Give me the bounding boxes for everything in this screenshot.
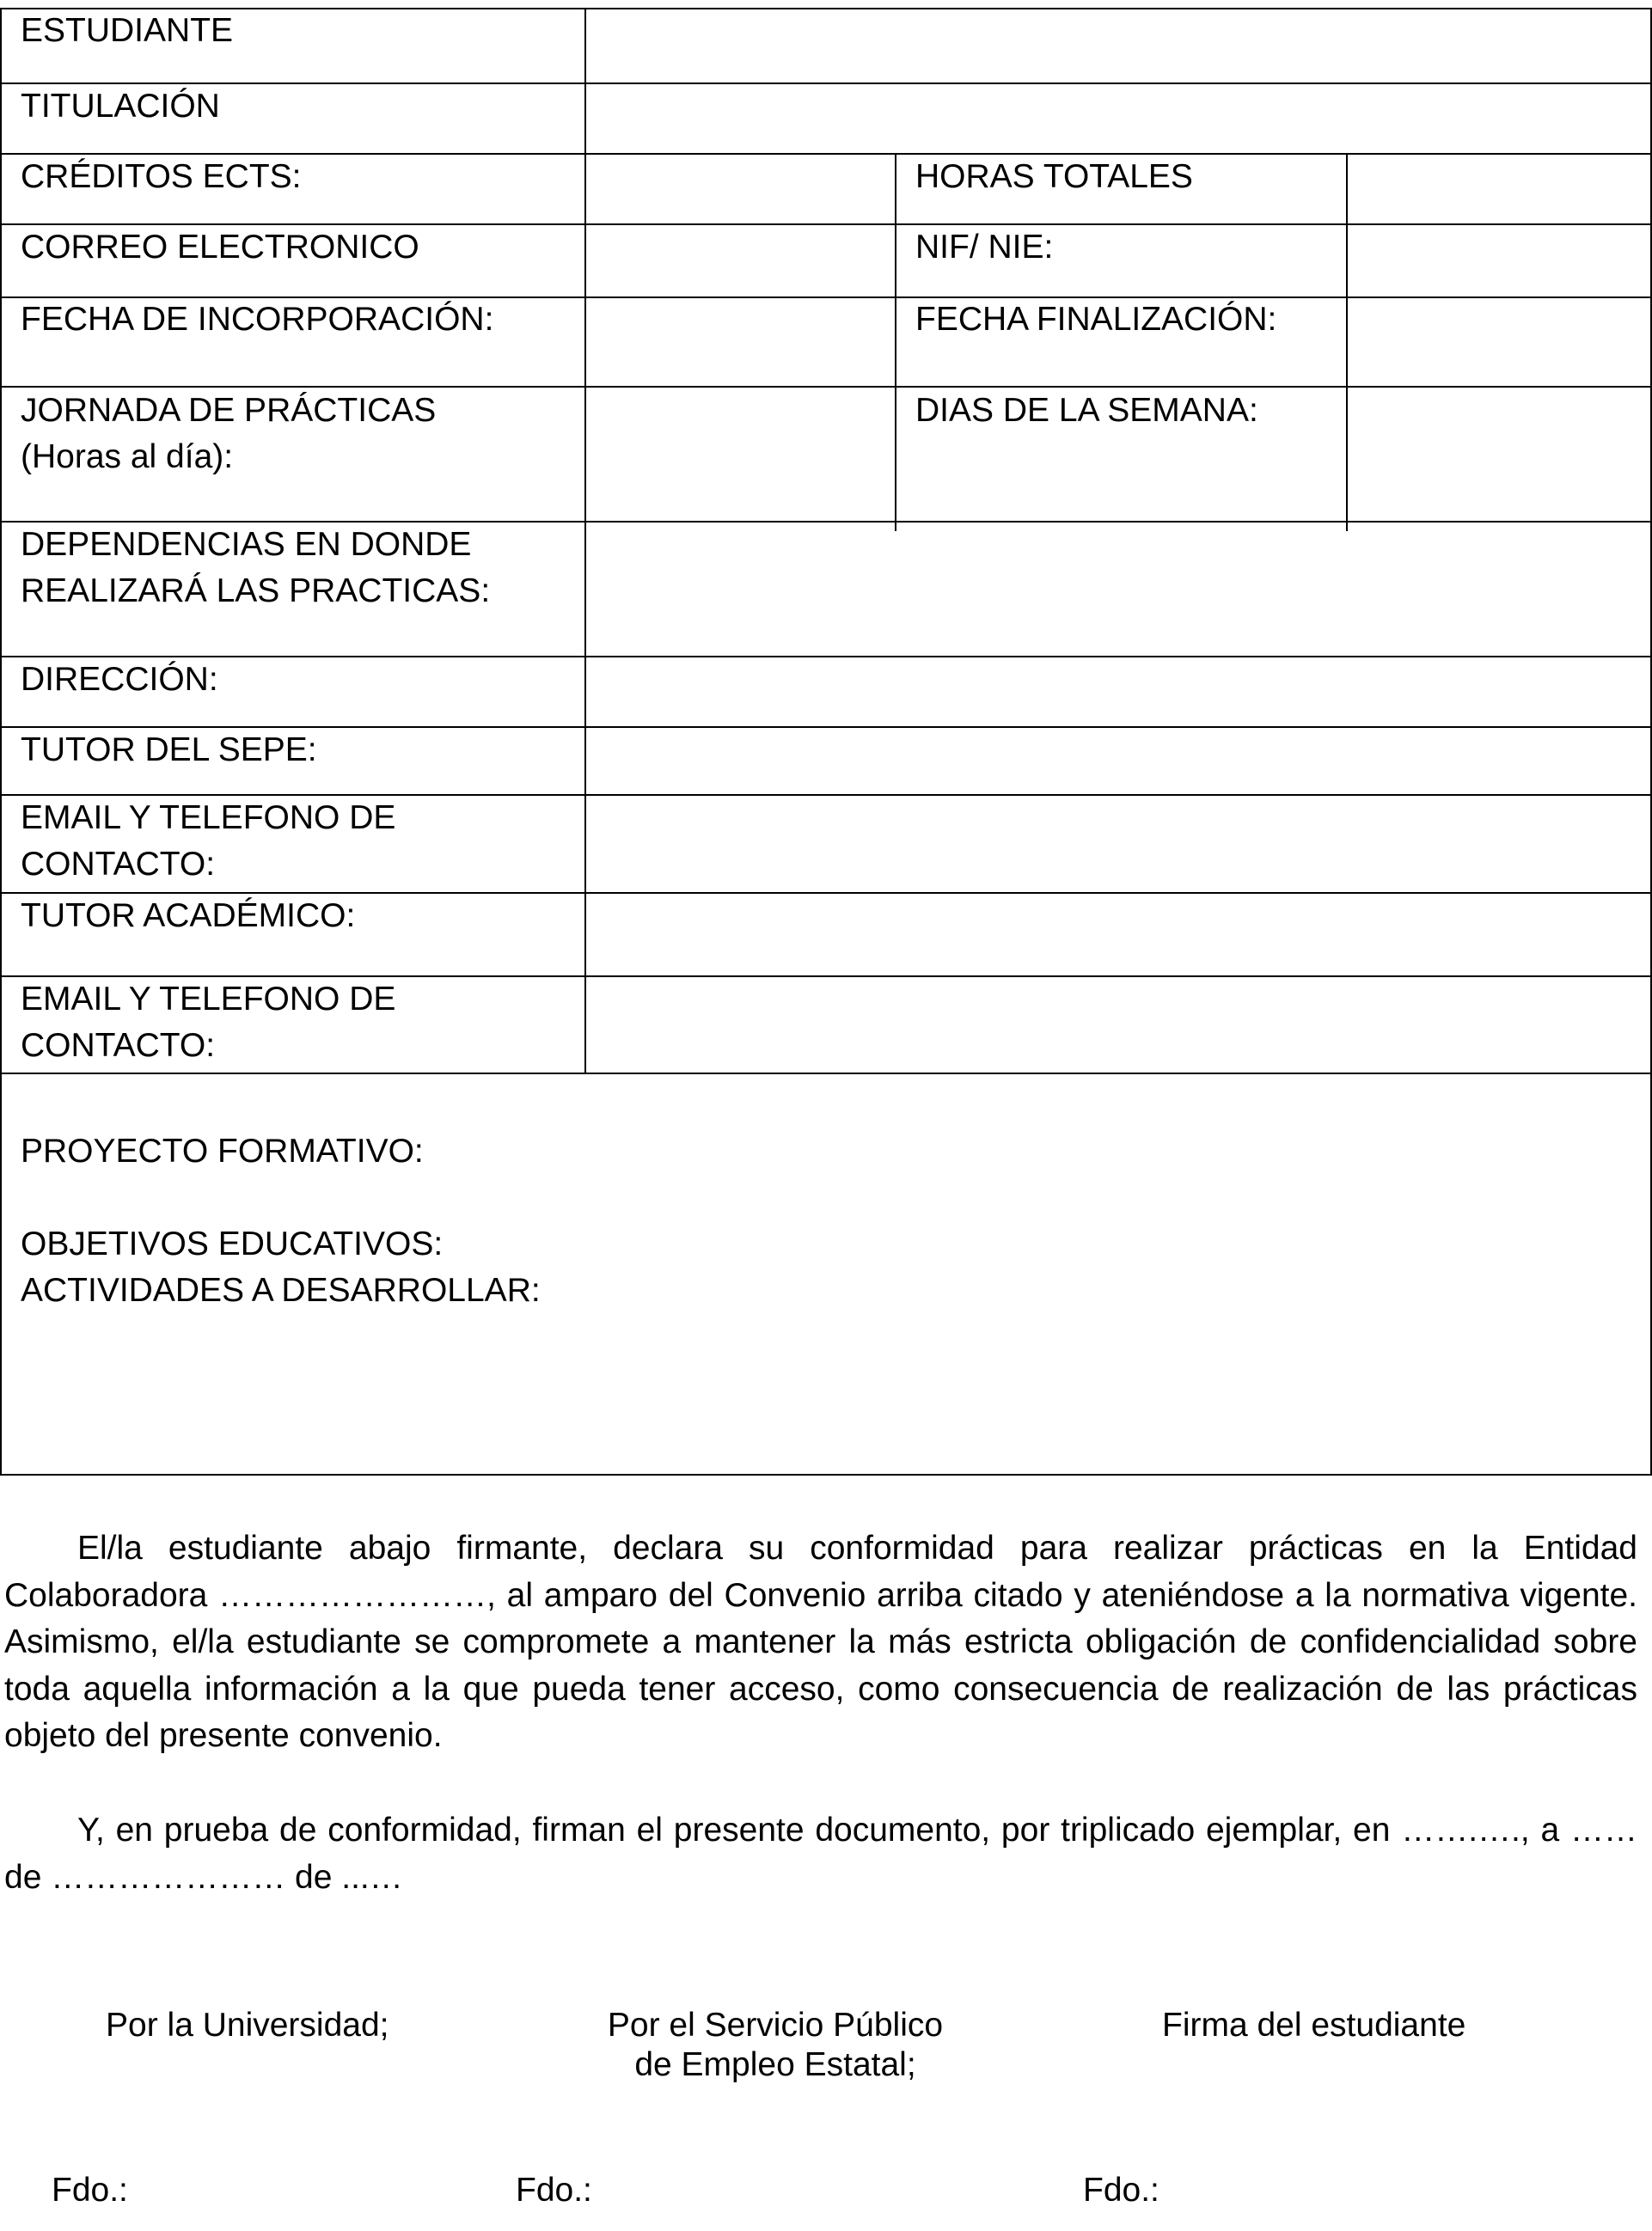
row-divider [0, 656, 1652, 657]
nif-nie-field[interactable] [1349, 227, 1649, 295]
label-horas-totales: HORAS TOTALES [915, 158, 1193, 195]
fecha-incorporacion-field[interactable] [588, 300, 893, 384]
fdo-sepe: Fdo.: [516, 2172, 592, 2209]
label-jornada-practicas: JORNADA DE PRÁCTICAS [21, 392, 437, 429]
label-estudiante: ESTUDIANTE [21, 12, 234, 49]
row-divider [0, 1073, 1652, 1074]
label-tutor-academico: TUTOR ACADÉMICO: [21, 897, 356, 934]
signature-sepe-line1: Por el Servicio Público [607, 2007, 944, 2044]
dependencias-field[interactable] [588, 524, 1647, 654]
label-objetivos-educativos: OBJETIVOS EDUCATIVOS: [21, 1226, 444, 1262]
contacto-sepe-field[interactable] [588, 798, 1647, 890]
titulacion-field[interactable] [588, 86, 1647, 151]
estudiante-field[interactable] [588, 11, 1647, 81]
table-border-left [0, 8, 2, 1476]
column-divider [584, 8, 586, 1074]
label-dias-semana: DIAS DE LA SEMANA: [915, 392, 1258, 429]
label-contacto-sepe: EMAIL Y TELEFONO DE [21, 799, 396, 836]
declaration-paragraph: El/la estudiante abajo firmante, declara su conformidad para realizar prácticas en la Entidad Colaboradora ……………………, al amparo del Convenio arriba citado y ateniéndose a la normativa vigente. Asimismo, el/la estudiante se compromete a mantener la más estricta obligación de confidencialidad sobre toda aquella información a la que pueda tener acceso, como consecuencia de realización de las prácticas objeto del presente convenio. [4, 1530, 1637, 1754]
label-jornada-horas: (Horas al día): [21, 438, 234, 475]
fdo-estudiante: Fdo.: [1083, 2172, 1159, 2209]
column-divider [895, 153, 896, 531]
contacto-academico-field[interactable] [588, 979, 1647, 1071]
label-contacto-academico-2: CONTACTO: [21, 1027, 216, 1064]
label-contacto-sepe-2: CONTACTO: [21, 846, 216, 883]
direccion-field[interactable] [588, 659, 1647, 724]
tutor-academico-field[interactable] [588, 895, 1647, 974]
label-titulacion: TITULACIÓN [21, 88, 220, 125]
label-correo-electronico: CORREO ELECTRONICO [21, 229, 419, 266]
creditos-ects-field[interactable] [588, 156, 893, 222]
table-border-bottom [0, 1474, 1652, 1476]
table-border-top [0, 8, 1652, 9]
label-dependencias-practicas: REALIZARÁ LAS PRACTICAS: [21, 572, 491, 609]
signature-sepe-line2: de Empleo Estatal; [634, 2046, 916, 2083]
signature-sepe [595, 2006, 956, 2085]
fecha-finalizacion-field[interactable] [1349, 300, 1649, 384]
row-divider [0, 83, 1652, 84]
label-fecha-finalizacion: FECHA FINALIZACIÓN: [915, 301, 1277, 338]
label-contacto-academico: EMAIL Y TELEFONO DE [21, 981, 396, 1018]
label-creditos-ects: CRÉDITOS ECTS: [21, 158, 302, 195]
horas-totales-field[interactable] [1349, 156, 1649, 222]
internship-form-table [0, 8, 1652, 1476]
fdo-universidad: Fdo.: [52, 2172, 128, 2209]
label-nif-nie: NIF/ NIE: [915, 229, 1054, 266]
label-actividades: ACTIVIDADES A DESARROLLAR: [21, 1272, 541, 1309]
label-fecha-incorporacion: FECHA DE INCORPORACIÓN: [21, 301, 494, 338]
dias-semana-field[interactable] [1349, 389, 1649, 519]
jornada-practicas-field[interactable] [588, 389, 893, 519]
label-proyecto-formativo: PROYECTO FORMATIVO: [21, 1133, 424, 1170]
signature-estudiante: Firma del estudiante [1162, 2007, 1466, 2044]
column-divider [1346, 153, 1348, 531]
conformity-paragraph: Y, en prueba de conformidad, firman el presente documento, por triplicado ejemplar, en …….…., a …… de ………………… de ...… [4, 1812, 1637, 1896]
correo-electronico-field[interactable] [588, 227, 893, 295]
label-tutor-sepe: TUTOR DEL SEPE: [21, 731, 317, 768]
tutor-sepe-field[interactable] [588, 730, 1647, 792]
label-direccion: DIRECCIÓN: [21, 661, 218, 698]
label-dependencias: DEPENDENCIAS EN DONDE [21, 526, 472, 563]
signature-universidad: Por la Universidad; [106, 2007, 389, 2044]
